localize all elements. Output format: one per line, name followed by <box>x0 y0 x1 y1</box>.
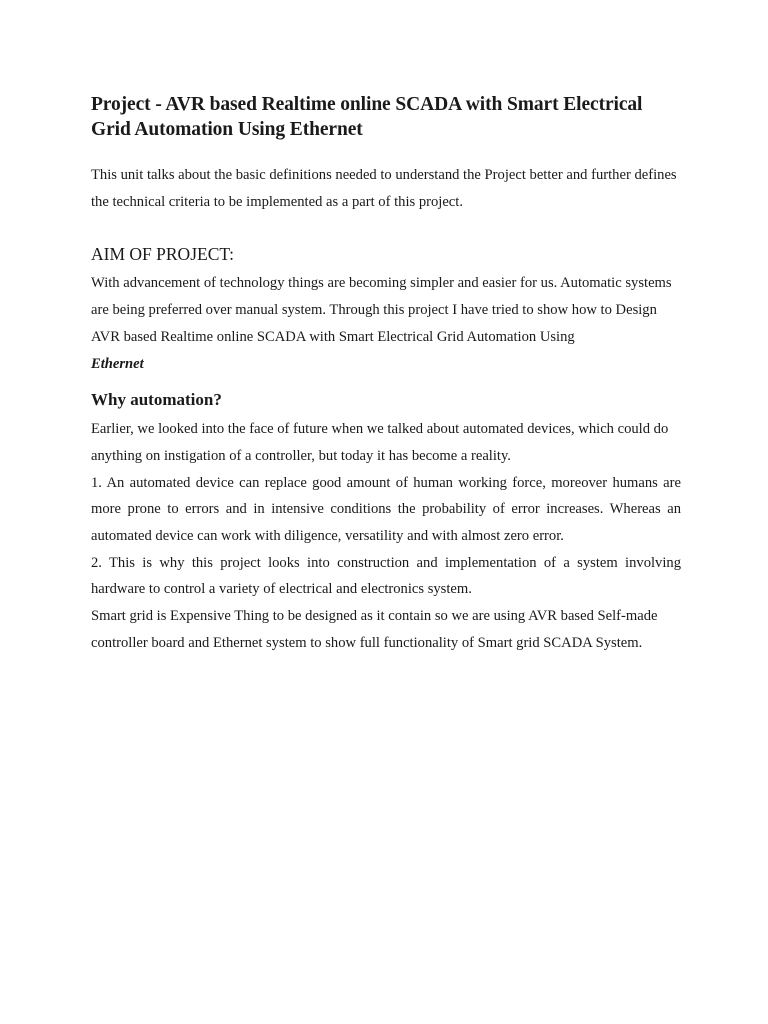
why-point-1: 1. An automated device can replace good amount of human working force, moreover humans are more prone to errors and in intensive conditions the probability of error increases. Whereas an automated device can work with diligence, versatility and with almost zero error. <box>91 474 681 545</box>
why-point-2: 2. This is why this project looks into construction and implementation of a system involving hardware to control a variety of electrical and electronics system. <box>91 554 681 598</box>
aim-paragraph <box>91 270 681 377</box>
aim-heading: AIM OF PROJECT: <box>91 244 235 265</box>
why-paragraph-2: Smart grid is Expensive Thing to be designed as it contain so we are using AVR based Self-made controller board and Ethernet system to show full functionality of Smart grid SCADA System. <box>91 608 658 651</box>
why-paragraph-1: Earlier, we looked into the face of future when we talked about automated devices, which could do anything on instigation of a controller, but today it has become a reality. <box>91 421 669 464</box>
document-page <box>91 92 681 657</box>
why-heading: Why automation? <box>91 390 222 410</box>
document-title: Project - AVR based Realtime online SCADA with Smart Electrical Grid Automation Using Ethernet <box>91 94 643 140</box>
intro-paragraph: This unit talks about the basic definitions needed to understand the Project better and further defines the technical criteria to be implemented as a part of this project. <box>91 167 677 210</box>
aim-text: With advancement of technology things are becoming simpler and easier for us. Automatic systems are being preferred over manual system. Through this project I have tried to show how to Design AVR based Realtime online SCADA with Smart Electrical Grid Automation Using <box>91 275 672 345</box>
aim-emphasis: Ethernet <box>91 355 144 372</box>
